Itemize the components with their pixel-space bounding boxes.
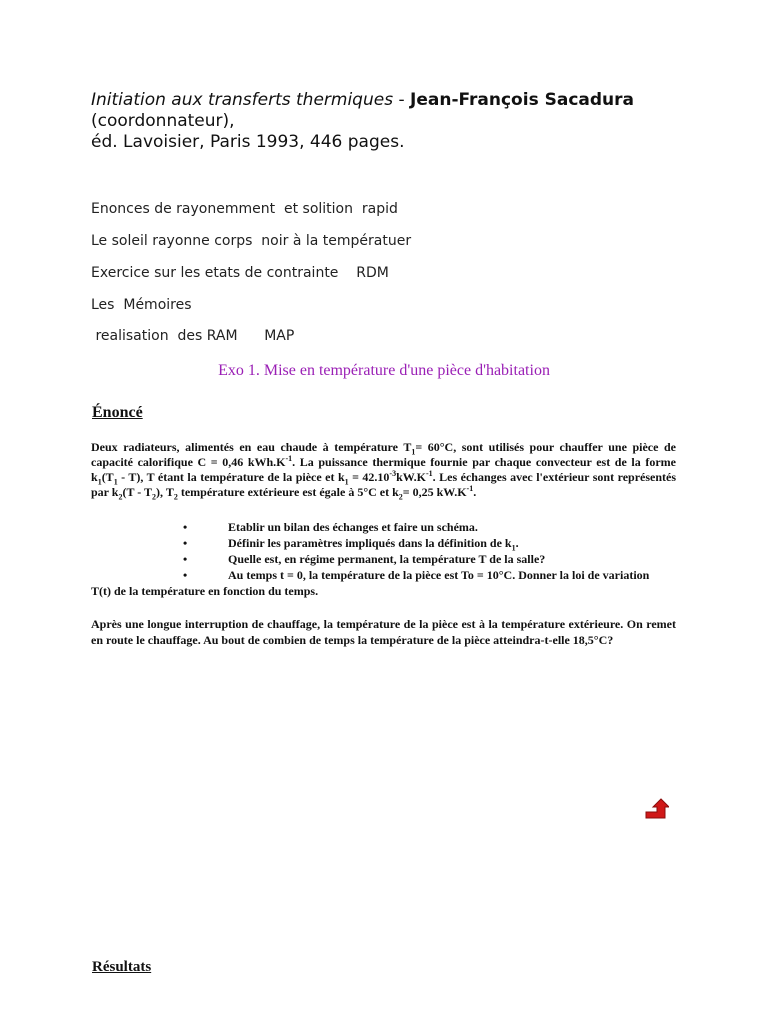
header-separator: - xyxy=(393,90,411,110)
question-list xyxy=(91,519,681,599)
statement-paragraph: Deux radiateurs, alimentés en eau chaude à température $T_1= 60^\circ C$, sont utilisés pour chauffer une pièce de capacité calorifique C = 0,46 $kWh.K^{-1}$. La puissance thermique fournie par chaque convecteur est de la forme $k_1(T_1 - T)$, T étant la température de la pièce et $k_1 = 42.10^{-3}kW.K^{-1}$. Les échanges avec l'extérieur sont représentés par $k_2(T - T_2)$, $T_2$ température extérieure est égale à 5°C et $k_2= 0,25$ $kW.K^{-1}$. xyxy=(91,440,677,502)
bullet-icon: • xyxy=(183,552,188,566)
header-line-1 xyxy=(91,90,634,111)
question-item: • Au temps t = 0, la température de la pièce est To = 10°C. Donner la loi de variation xyxy=(183,568,650,582)
question-item-continuation: T(t) de la température en fonction du temps. xyxy=(91,584,319,598)
return-arrow-icon[interactable] xyxy=(645,798,669,820)
book-author: Jean-François Sacadura xyxy=(410,90,634,110)
bullet-icon: • xyxy=(183,520,188,534)
book-title: Initiation aux transferts thermiques xyxy=(91,90,394,110)
results-heading: Résultats xyxy=(92,959,152,975)
bullet-icon: • xyxy=(183,568,188,582)
topic-link-5[interactable]: realisation des RAM MAP xyxy=(91,328,295,344)
topic-link-2[interactable]: Le soleil rayonne corps noir à la températuer xyxy=(91,233,412,249)
topic-link-1[interactable]: Enonces de rayonemment et solition rapid xyxy=(91,201,398,217)
question-item: • Définir les paramètres impliqués dans la définition de $k_1$. xyxy=(183,536,519,553)
topic-link-3[interactable]: Exercice sur les etats de contrainte RDM xyxy=(91,265,389,281)
return-arrow-svg xyxy=(645,798,669,820)
question-item: • Quelle est, en régime permanent, la température T de la salle? xyxy=(183,552,546,566)
publication-info: éd. Lavoisier, Paris 1993, 446 pages. xyxy=(91,132,405,152)
document-header xyxy=(91,90,634,153)
question-item: • Etablir un bilan des échanges et faire un schéma. xyxy=(183,520,478,534)
bullet-icon: • xyxy=(183,536,188,550)
author-role: (coordonnateur), xyxy=(91,111,235,131)
followup-paragraph: Après une longue interruption de chauffage, la température de la pièce est à la température extérieure. On remet en route le chauffage. Au bout de combien de temps la température de la pièce atteindra-t-elle 18,5°C? xyxy=(91,617,676,647)
statement-heading: Énoncé xyxy=(92,404,143,421)
exercise-title: Exo 1. Mise en température d'une pièce d'habitation xyxy=(218,362,550,379)
topic-link-4[interactable]: Les Mémoires xyxy=(91,297,192,313)
